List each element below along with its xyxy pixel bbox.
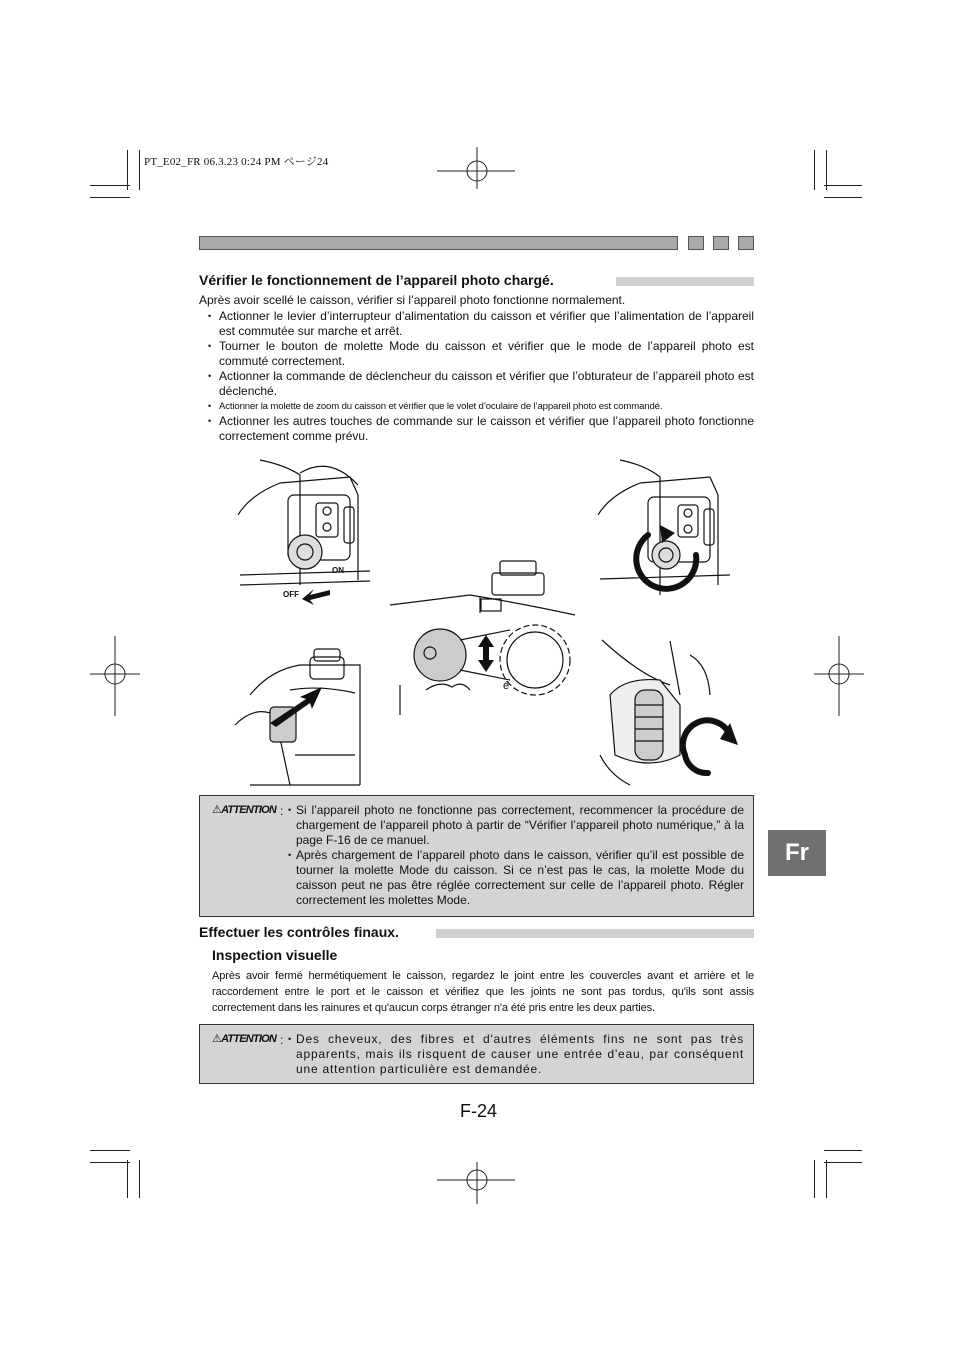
off-label: OFF [283,590,299,599]
attention-label: ⚠ATTENTION [212,1033,276,1045]
inspection-text: Après avoir fermé hermétiquement le caisson, regardez le joint entre les couvercles avant et arrière et le raccordement entre le port et le caisson et vérifiez que les joints ne sont pas tordus, qu'ils sont assis correctement dans les rainures et qu'aucun corps étranger n'a été pris entre les deux parties. [212,970,754,1014]
shutter-release-illustration [235,649,360,785]
subheading-visual-inspection: Inspection visuelle [212,947,338,963]
housing-operation-illustration [230,455,750,790]
section-heading-final-checks: Effectuer les contrôles finaux. [199,924,399,940]
zoom-dial-illustration [390,561,575,715]
list-item: • Des cheveux, des fibres et d'autres éléments fins ne sont pas très apparents, mais ils risquent de causer une entrée d'eau, par conséquent une attention particulière est demandée. [288,1032,744,1077]
registration-mark-left [90,636,140,716]
on-label: ON [332,566,344,575]
attention-list [288,1032,744,1077]
warning-triangle-icon: ⚠ [212,804,222,816]
attention-label: ⚠ATTENTION [212,804,276,816]
zoom-arrow-icon [478,635,494,672]
page-number: F-24 [460,1101,498,1121]
registration-mark-bottom [437,1158,517,1208]
list-item: • Tourner le bouton de molette Mode du caisson et vérifier que le mode de l’appareil photo est commuté correctement. [208,339,754,369]
list-item: • Après chargement de l’appareil photo dans le caisson, vérifier qu’il est possible de tourner la molette Mode du caisson. Si ce n’est pas le cas, la molette Mode du caisson peut ne pas être réglée correctement sur celle de l’appareil photo. Régler correctement les molettes Mode. [288,848,744,908]
header-square-1 [688,236,704,250]
registration-mark-right [814,636,864,716]
heading-rule-1 [616,277,754,286]
power-switch-illustration [238,460,370,585]
list-item: • Actionner le levier d’interrupteur d’alimentation du caisson et vérifier que l’alimentation de l’appareil est commutée sur marche et arrêt. [208,309,754,339]
zoom-label: é [503,680,510,692]
warning-triangle-icon: ⚠ [212,1033,222,1045]
header-bar [199,236,678,250]
attention-box-2: ⚠ATTENTION : • Des cheveux, des fibres et d'autres éléments fins ne sont pas très apparents, mais ils risquent de causer une entrée d'eau, par conséquent une attention particulière est demandée. [199,1024,754,1084]
registration-mark-top [437,147,517,197]
list-item: • Actionner la molette de zoom du caisson et vérifier que le volet d’oculaire de l’appareil photo est commandé. [208,399,754,414]
knob-rotate-icon [683,720,730,773]
section-heading-operation-check: Vérifier le fonctionnement de l’appareil photo chargé. [199,272,554,288]
header-square-3 [738,236,754,250]
language-tab: Fr [768,830,826,876]
attention-box-1: ⚠ATTENTION : • Si l’appareil photo ne fonctionne pas correctement, recommencer la procédure de chargement de l’appareil photo à partir de “Vérifier l’appareil photo numérique,” à la page F-16 de ce manuel. • Après chargement de l’appareil photo dans le caisson, vérifier qu’il est possible de tourner la molette Mode du caisson. Si ce n’est pas le cas, la molette Mode du caisson peut ne pas être réglée correctement sur celle de l’appareil photo. Régler correctement les molettes Mode. [199,795,754,917]
section-intro: Après avoir scellé le caisson, vérifier si l’appareil photo fonctionne normalement. [199,293,626,307]
off-arrow-icon [302,589,330,605]
rotate-knob-illustration [600,640,710,785]
header-square-2 [713,236,729,250]
list-item: • Actionner les autres touches de commande sur le caisson et vérifier que l’appareil photo fonctionne correctement comme prévu. [208,414,754,444]
list-item: • Actionner la commande de déclencheur du caisson et vérifier que l’obturateur de l’appareil photo est déclenché. [208,369,754,399]
heading-rule-2 [436,929,754,938]
check-list [208,309,754,444]
print-info: PT_E02_FR 06.3.23 0:24 PM ページ24 [144,156,329,168]
list-item: • Si l’appareil photo ne fonctionne pas correctement, recommencer la procédure de chargement de l’appareil photo à partir de “Vérifier l’appareil photo numérique,” à la page F-16 de ce manuel. [288,803,744,848]
attention-list [288,803,744,908]
